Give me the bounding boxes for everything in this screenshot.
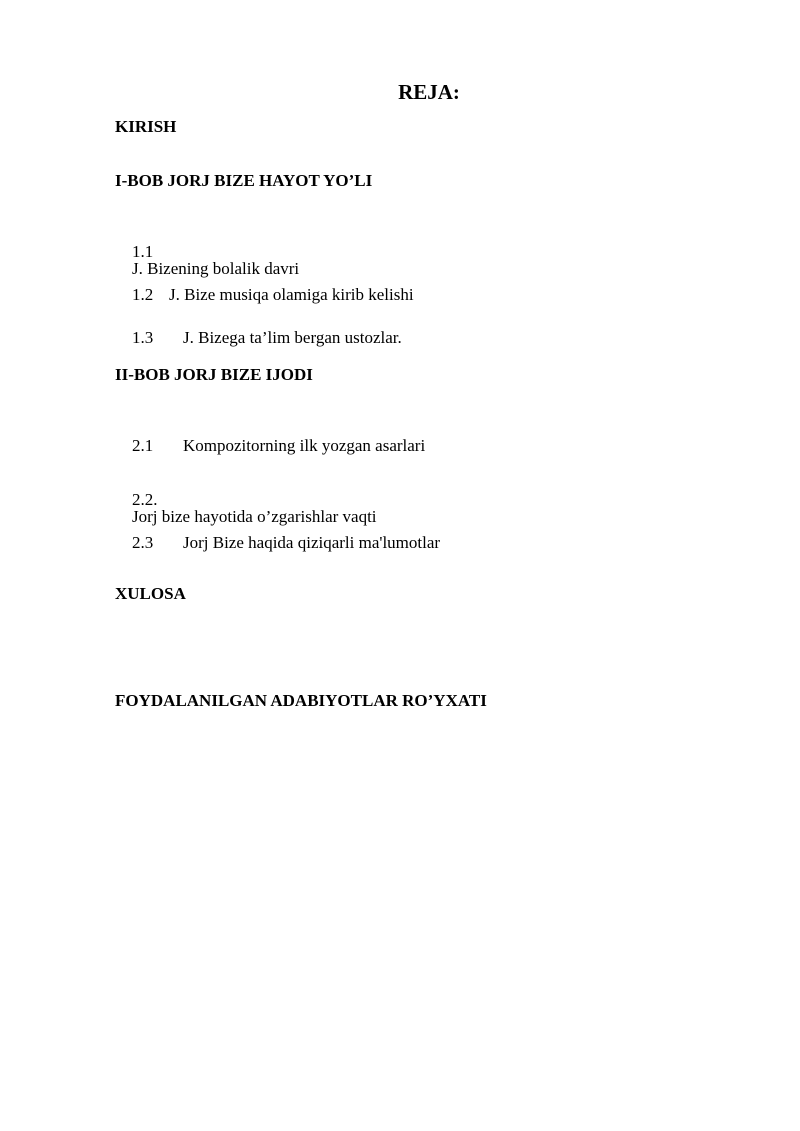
toc-item-1-3 bbox=[115, 312, 402, 363]
page-title: REJA: bbox=[398, 80, 460, 104]
toc-item-number: 1.1 bbox=[132, 242, 154, 261]
toc-item-number: 2.3 bbox=[132, 533, 154, 552]
toc-item-number: 2.1 bbox=[132, 436, 154, 455]
toc-item-number: 1.2 bbox=[132, 285, 154, 304]
section-conclusion: XULOSA bbox=[115, 584, 186, 603]
section-references: FOYDALANILGAN ADABIYOTLAR RO’YXATI bbox=[115, 691, 487, 710]
toc-item-number: 1.3 bbox=[132, 328, 154, 347]
chapter-2-heading: II-BOB JORJ BIZE IJODI bbox=[115, 365, 313, 384]
toc-item-text: J. Bizening bolalik davri bbox=[132, 259, 300, 278]
toc-item-2-3 bbox=[115, 517, 440, 568]
chapter-1-heading: I-BOB JORJ BIZE HAYOT YO’LI bbox=[115, 171, 373, 190]
toc-item-number: 2.2. bbox=[132, 490, 158, 509]
toc-item-text: Kompozitorning ilk yozgan asarlari bbox=[183, 436, 426, 455]
section-intro: KIRISH bbox=[115, 117, 177, 136]
toc-item-text: J. Bizega ta’lim bergan ustozlar. bbox=[183, 328, 402, 347]
toc-item-text: J. Bize musiqa olamiga kirib kelishi bbox=[169, 285, 414, 304]
toc-item-text: Jorj Bize haqida qiziqarli ma'lumotlar bbox=[183, 533, 441, 552]
toc-item-text: Jorj bize hayotida o’zgarishlar vaqti bbox=[132, 507, 377, 526]
toc-item-2-1 bbox=[115, 420, 425, 471]
